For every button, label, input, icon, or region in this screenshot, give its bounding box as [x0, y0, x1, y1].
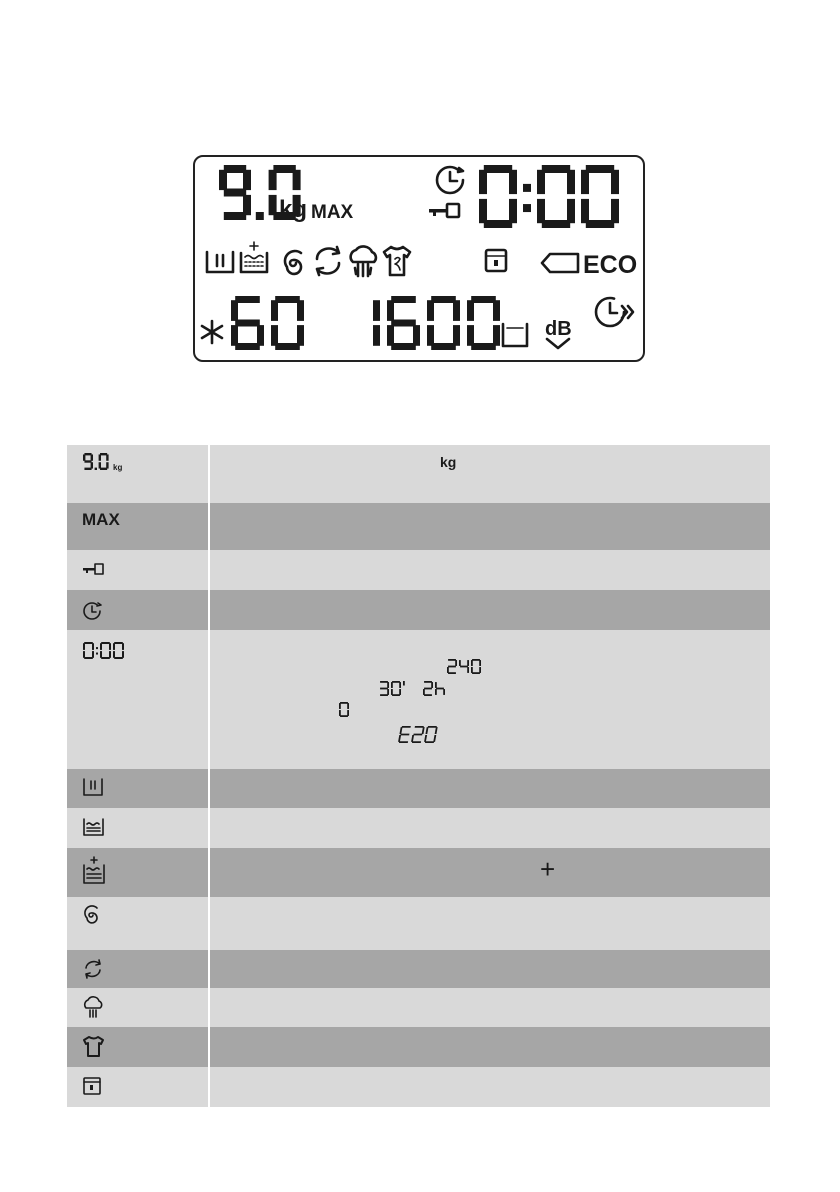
segment-d	[101, 657, 110, 659]
segment-f	[467, 300, 474, 321]
segment-d	[380, 694, 388, 696]
segment-f	[387, 300, 394, 321]
segment-b	[431, 682, 433, 688]
delay-start-clock-icon	[437, 167, 463, 193]
segment-e	[427, 325, 434, 346]
segment-b	[509, 170, 517, 194]
segment-f	[219, 170, 227, 190]
segment-d	[114, 657, 123, 659]
segment-d	[340, 715, 348, 717]
segment-f	[427, 300, 434, 321]
segment-b	[106, 454, 108, 460]
segment-g	[224, 189, 246, 197]
colon-dot	[96, 647, 98, 649]
segment-e	[581, 199, 589, 223]
segment-f	[83, 643, 85, 650]
segment-f	[83, 454, 85, 460]
segment-a	[235, 296, 260, 303]
time-example-0	[338, 700, 354, 720]
segment-e	[83, 651, 85, 658]
segment-a	[542, 165, 570, 173]
segment-c	[413, 325, 420, 346]
segment-d	[484, 220, 512, 228]
segment-f	[435, 682, 437, 688]
segment-f	[537, 170, 545, 194]
segment-f	[231, 300, 238, 321]
segment-f	[425, 727, 428, 734]
child-lock-icon	[486, 250, 506, 271]
segment-a	[84, 642, 93, 644]
eco-label: ECO	[583, 251, 638, 279]
colon-dot	[96, 653, 98, 655]
time-example-240	[446, 657, 490, 677]
segment-b	[92, 643, 94, 650]
legend-row-load	[67, 445, 770, 503]
legend-row-soak	[67, 808, 770, 848]
segment-e	[537, 199, 545, 223]
segment-e	[435, 689, 437, 695]
segment-c	[479, 667, 481, 673]
decimal-point	[95, 468, 97, 470]
segment-e	[479, 199, 487, 223]
time-example-30min	[378, 679, 418, 699]
child-lock-icon	[82, 1076, 104, 1098]
lcd-graphics	[195, 157, 647, 364]
segment-g	[380, 688, 388, 690]
segment-d	[448, 672, 456, 674]
spin-icon	[285, 251, 301, 274]
segment-c	[373, 325, 380, 346]
segment-e	[100, 651, 102, 658]
segment-d	[471, 343, 496, 350]
segment-g	[400, 734, 409, 736]
segment-g	[424, 688, 432, 690]
legend-row-time-display	[67, 630, 770, 769]
segment-g	[84, 460, 91, 462]
segment-b	[422, 727, 425, 734]
steam-icon	[351, 246, 376, 276]
segment-a	[431, 296, 456, 303]
db-label: dB	[545, 318, 572, 340]
segment-d	[412, 741, 421, 743]
decimal-point	[256, 212, 264, 220]
segment-g	[235, 320, 260, 327]
segment-c	[433, 735, 436, 742]
segment-b	[453, 300, 460, 321]
segment-b	[373, 300, 380, 321]
time-display-icon	[82, 640, 142, 664]
segment-a	[472, 659, 480, 661]
segment-f	[581, 170, 589, 194]
door-lock-key-icon	[429, 204, 459, 217]
segment-c	[567, 199, 575, 223]
load-max: MAX	[311, 202, 354, 223]
segment-d	[542, 220, 570, 228]
segment-a	[586, 165, 614, 173]
segment-b	[297, 300, 304, 321]
load-unit: kg	[279, 196, 308, 223]
segment-a	[100, 453, 107, 455]
anti-crease-icon	[82, 1035, 106, 1059]
door-lock-key-icon	[82, 562, 112, 578]
segment-d	[391, 343, 416, 350]
segment-a	[391, 296, 416, 303]
max-text: MAX	[82, 510, 120, 529]
time-example-2h	[422, 679, 462, 699]
legend-row-anti-crease	[67, 1027, 770, 1067]
minute-mark	[403, 681, 405, 686]
segment-a	[415, 726, 424, 728]
segment-c	[109, 651, 111, 658]
segment-g	[436, 688, 444, 690]
segment-d	[392, 694, 400, 696]
segment-b	[399, 682, 401, 688]
segment-d	[586, 220, 614, 228]
segment-a	[275, 296, 300, 303]
segment-c	[443, 689, 445, 695]
extra-rinse-icon	[241, 242, 267, 272]
segment-e	[271, 325, 278, 346]
segment-a	[84, 453, 91, 455]
segment-b	[243, 170, 251, 190]
segment-g	[448, 666, 456, 668]
segment-b	[387, 682, 389, 688]
segment-d	[100, 468, 107, 470]
segment-f	[471, 660, 473, 666]
temperature-star-icon	[202, 321, 222, 343]
rinse-icon	[82, 958, 106, 980]
segment-c	[611, 199, 619, 223]
legend-row-extra-rinse	[67, 848, 770, 897]
plus-symbol: +	[540, 854, 556, 884]
delay-start-clock-icon	[82, 600, 106, 622]
segment-b	[435, 727, 438, 734]
segment-d	[472, 672, 480, 674]
segment-a	[484, 165, 512, 173]
legend-row-prewash	[67, 769, 770, 808]
segment-b	[567, 170, 575, 194]
segment-f	[100, 643, 102, 650]
segment-f	[271, 300, 278, 321]
segment-a	[402, 726, 411, 728]
segment-f	[339, 703, 341, 709]
rinse-icon	[317, 247, 339, 275]
legend-row-door-lock	[67, 550, 770, 590]
legend-row-spin	[67, 897, 770, 950]
segment-c	[257, 325, 264, 346]
colon-dot	[523, 204, 531, 212]
load-display-icon	[82, 451, 132, 475]
segment-e	[471, 667, 473, 673]
segment-e	[398, 735, 401, 742]
segment-f	[479, 170, 487, 194]
segment-c	[92, 651, 94, 658]
segment-b	[493, 300, 500, 321]
segment-e	[467, 325, 474, 346]
segment-g	[460, 666, 468, 668]
segment-f	[391, 682, 393, 688]
legend-row-child-lock	[67, 1067, 770, 1107]
segment-b	[467, 660, 469, 666]
segment-b	[479, 660, 481, 666]
segment-b	[91, 454, 93, 460]
segment-c	[509, 199, 517, 223]
segment-e	[231, 325, 238, 346]
segment-f	[399, 727, 402, 734]
drum-icon	[503, 324, 527, 346]
legend-row-delay-start	[67, 590, 770, 630]
segment-d	[84, 657, 93, 659]
segment-e	[99, 462, 101, 468]
segment-e	[113, 651, 115, 658]
mini-kg-label: kg	[113, 463, 123, 472]
segment-d	[235, 343, 260, 350]
segment-c	[122, 651, 124, 658]
eco-tag-icon	[542, 254, 578, 272]
segment-g	[391, 320, 416, 327]
segment-d	[425, 741, 434, 743]
segment-g	[413, 734, 422, 736]
segment-a	[448, 659, 456, 661]
legend-row-rinse	[67, 950, 770, 988]
time-saver-icon	[596, 298, 633, 326]
prewash-icon	[207, 252, 233, 272]
segment-d	[224, 212, 246, 220]
prewash-icon	[82, 777, 106, 799]
segment-c	[453, 325, 460, 346]
segment-b	[455, 660, 457, 666]
segment-b	[293, 170, 301, 190]
segment-c	[387, 689, 389, 695]
segment-c	[399, 689, 401, 695]
segment-b	[122, 643, 124, 650]
segment-b	[109, 643, 111, 650]
segment-e	[339, 710, 341, 716]
segment-e	[447, 667, 449, 673]
lcd-display-panel	[193, 155, 645, 362]
segment-d	[275, 343, 300, 350]
legend-row-steam	[67, 988, 770, 1027]
segment-a	[224, 165, 246, 173]
segment-a	[340, 702, 348, 704]
segment-a	[392, 681, 400, 683]
symbol-legend-table	[67, 445, 770, 1107]
segment-a	[273, 165, 295, 173]
segment-a	[428, 726, 437, 728]
segment-c	[493, 325, 500, 346]
anti-crease-icon	[384, 247, 410, 275]
segment-f	[99, 454, 101, 460]
segment-d	[399, 741, 408, 743]
segment-c	[297, 325, 304, 346]
segment-a	[380, 681, 388, 683]
segment-b	[611, 170, 619, 194]
segment-c	[347, 710, 349, 716]
segment-e	[423, 689, 425, 695]
segment-e	[269, 195, 277, 215]
segment-a	[471, 296, 496, 303]
extra-rinse-icon	[82, 856, 108, 886]
spin-icon	[82, 905, 104, 927]
segment-f	[269, 170, 277, 190]
segment-d	[424, 694, 432, 696]
segment-e	[424, 735, 427, 742]
kg-unit-text: kg	[440, 454, 457, 470]
segment-f	[113, 643, 115, 650]
segment-a	[424, 681, 432, 683]
segment-d	[431, 343, 456, 350]
segment-f	[459, 660, 461, 666]
steam-icon	[82, 996, 106, 1020]
silent-chevron-icon	[547, 339, 569, 348]
segment-a	[114, 642, 123, 644]
segment-a	[101, 642, 110, 644]
segment-e	[391, 689, 393, 695]
soak-icon	[82, 817, 106, 839]
segment-d	[84, 468, 91, 470]
error-code-e20	[396, 724, 446, 746]
colon-dot	[523, 184, 531, 192]
segment-c	[467, 667, 469, 673]
segment-e	[411, 735, 414, 742]
segment-b	[347, 703, 349, 709]
segment-e	[387, 325, 394, 346]
legend-row-max	[67, 503, 770, 550]
